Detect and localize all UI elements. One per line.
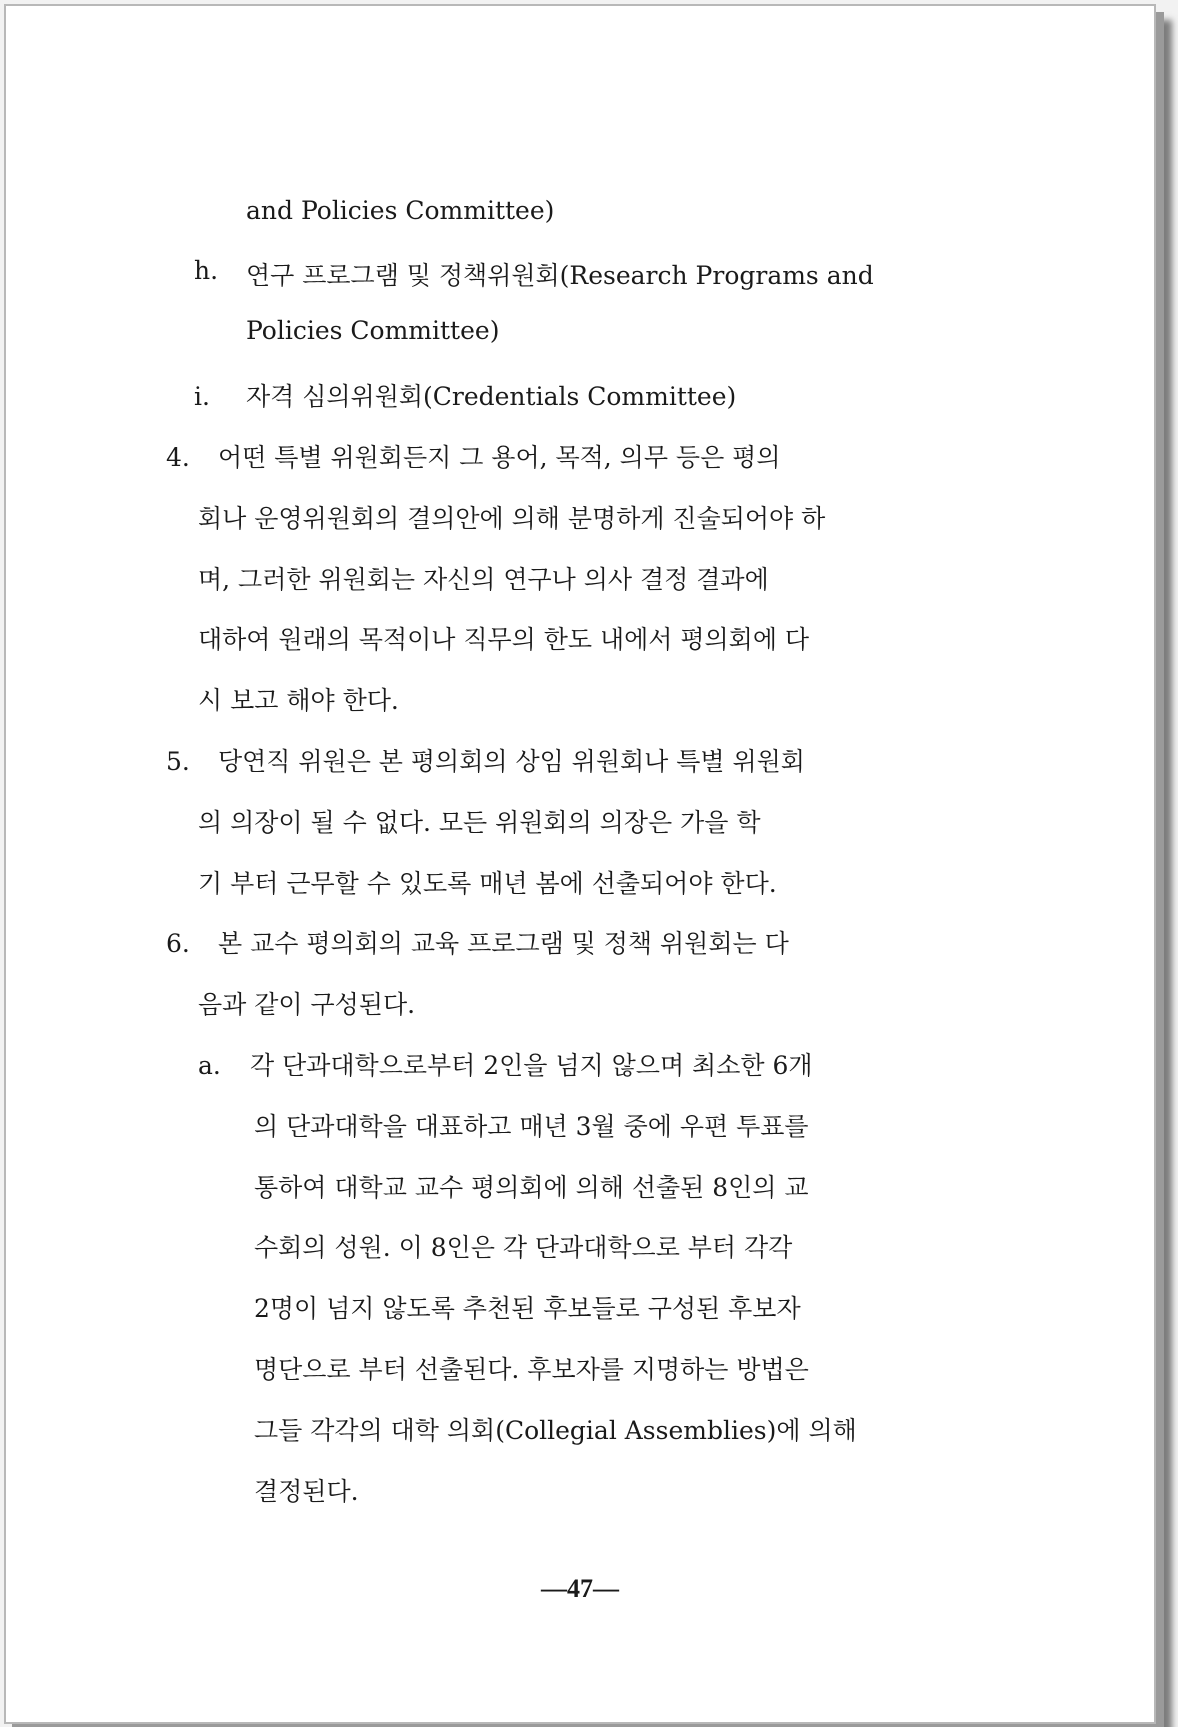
text-line: 시 보고 해야 한다.: [198, 686, 399, 715]
list-marker: 5.: [166, 747, 190, 776]
text-line: 음과 같이 구성된다.: [198, 990, 416, 1019]
list-item-5: [166, 742, 805, 778]
text-line: 회나 운영위원회의 결의안에 의해 분명하게 진술되어야 하: [198, 504, 826, 533]
text-line: 기 부터 근무할 수 있도록 매년 봄에 선출되어야 한다.: [198, 869, 777, 898]
text-line: 의 단과대학을 대표하고 매년 3월 중에 우편 투표를: [254, 1112, 809, 1141]
text-line: 본 교수 평의회의 교육 프로그램 및 정책 위원회는 다: [218, 929, 789, 958]
list-item-i: [194, 377, 736, 413]
text-line: 수회의 성원. 이 8인은 각 단과대학으로 부터 각각: [254, 1233, 793, 1262]
text-line: and Policies Committee): [246, 196, 555, 225]
list-marker: 6.: [166, 929, 190, 958]
text-line: 2명이 넘지 않도록 추천된 후보들로 구성된 후보자: [254, 1294, 801, 1323]
list-item-4: [166, 438, 1032, 474]
list-item-6: [166, 924, 789, 960]
list-item-a: [198, 1046, 813, 1082]
page-number: —47—: [541, 1574, 619, 1603]
document-sheet: [4, 4, 1156, 1724]
list-item-h: [194, 256, 1030, 292]
text-line: 며, 그러한 위원회는 자신의 연구나 의사 결정 결과에: [198, 565, 769, 594]
list-marker: h.: [194, 256, 219, 285]
list-marker: 4.: [166, 443, 190, 472]
text-line: 어떤 특별 위원회든지 그 용어, 목적, 의무 등은 평의: [218, 443, 781, 472]
list-marker: i.: [194, 382, 210, 411]
text-line: Policies Committee): [246, 316, 500, 345]
text-line: 자격 심의위원회(Credentials Committee): [246, 382, 737, 411]
text-line: 연구 프로그램 및 정책위원회(Research Programs and: [246, 261, 874, 290]
text-line: 결정된다.: [254, 1477, 359, 1506]
text-line: 각 단과대학으로부터 2인을 넘지 않으며 최소한 6개: [250, 1051, 813, 1080]
text-line: 통하여 대학교 교수 평의회에 의해 선출된 8인의 교: [254, 1173, 809, 1202]
text-line: 그들 각각의 대학 의회(Collegial Assemblies)에 의해: [254, 1416, 857, 1445]
list-marker: a.: [198, 1051, 221, 1080]
text-line: 대하여 원래의 목적이나 직무의 한도 내에서 평의회에 다: [198, 625, 810, 654]
text-line: 의 의장이 될 수 없다. 모든 위원회의 의장은 가을 학: [198, 808, 761, 837]
text-line: 명단으로 부터 선출된다. 후보자를 지명하는 방법은: [254, 1355, 809, 1384]
text-line: 당연직 위원은 본 평의회의 상임 위원회나 특별 위원회: [218, 747, 805, 776]
